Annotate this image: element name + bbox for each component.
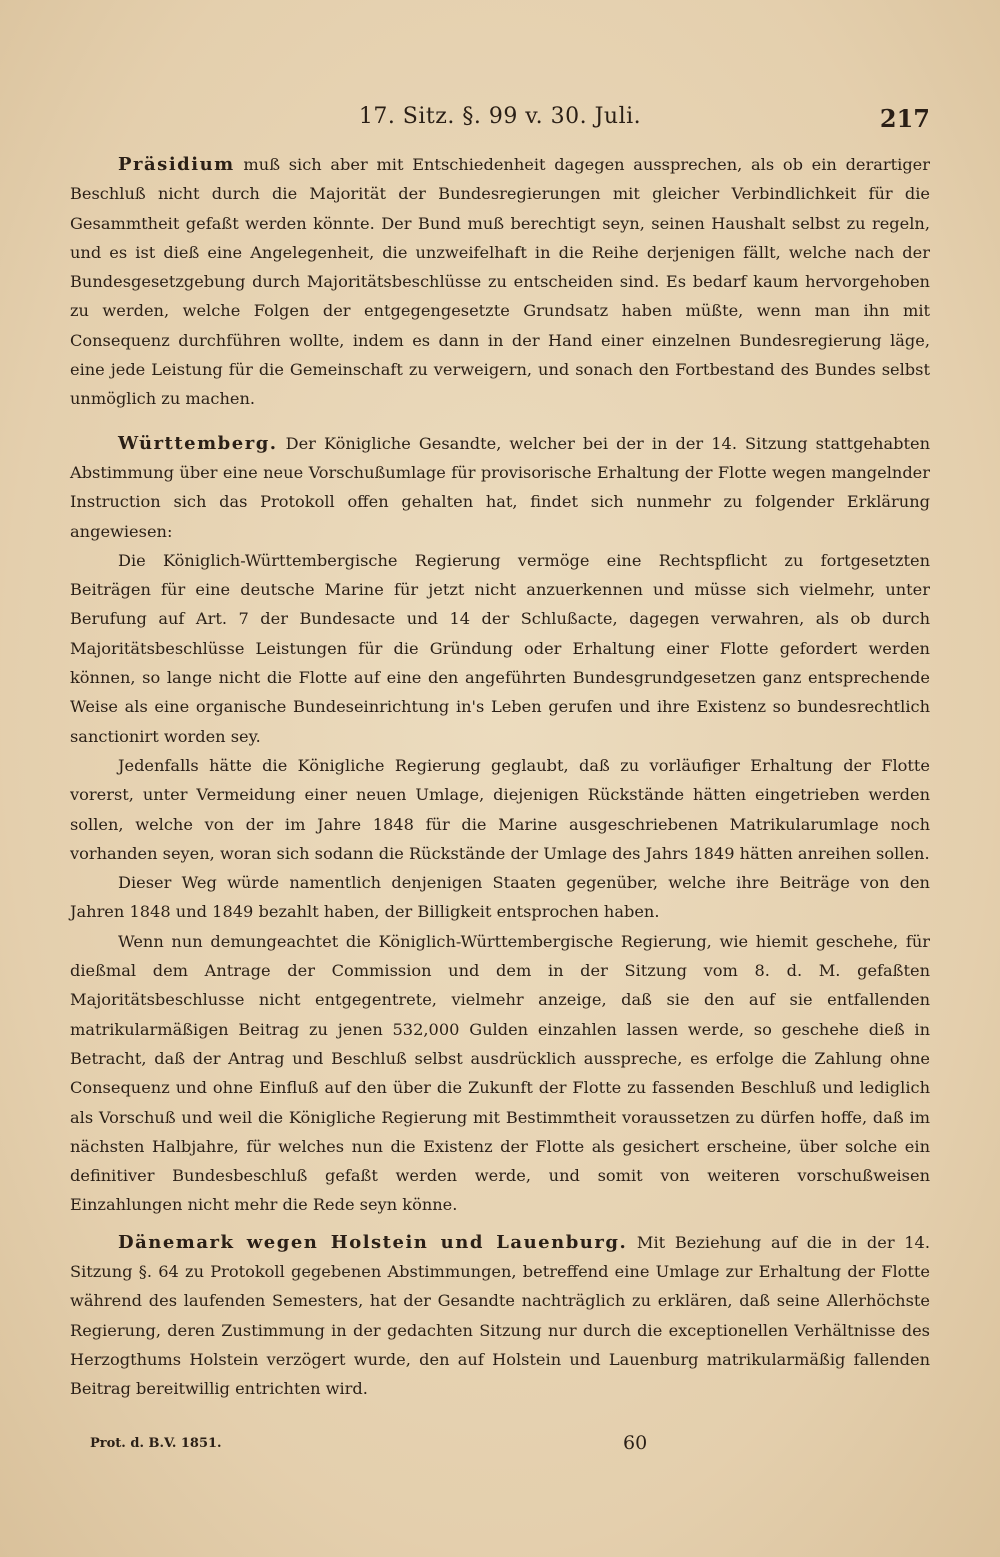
paragraph-text: Wenn nun demungeachtet die Königlich-Württembergische Regierung, wie hiemit geschehe, für dießmal dem Antrage der Commission und dem in der Sitzung vom 8. d. M. gefaßten Majoritätsbeschlusse nicht entgegentrete, vielmehr anzeige, daß sie den auf sie entfallenden matrikularmäßigen Beitrag zu jenen 532,000 Gulden einzahlen lassen werde, so geschehe dieß in Betracht, daß der Antrag und Beschluß selbst ausdrücklich ausspreche, es erfolge die Zahlung ohne Consequenz und ohne Einfluß auf den über die Zukunft der Flotte zu fassenden Beschluß und lediglich als Vorschuß und weil die Königliche Regierung mit Bestimmtheit voraussetzen zu dürfen hoffe, daß im nächsten Halbjahre, für welches nun die Existenz der Flotte als gesichert erscheine, über solche ein definitiver Bundesbeschluß gefaßt werden werde, und somit von weiteren vorschußweisen Einzahlungen nicht mehr die Rede seyn könne.: [70, 931, 930, 1215]
footer-signature: Prot. d. B.V. 1851.: [90, 1436, 222, 1451]
paragraph-erklaerung: [70, 546, 930, 751]
paragraph-praesidium: [70, 150, 930, 414]
paragraph-lead: Dänemark wegen Holstein und Lauenburg.: [118, 1231, 628, 1253]
paragraph-lead: Württemberg.: [118, 432, 278, 454]
page-header: [70, 104, 930, 140]
paragraph-lead: Präsidium: [118, 154, 235, 175]
paragraph-text: Der Königliche Gesandte, welcher bei der in der 14. Sitzung stattgehabten Abstimmung über eine neue Vorschußumlage für provisorische Erhaltung der Flotte wegen mangelnder Instruction sich das Protokoll offen gehalten hat, findet sich nunmehr zu folgender Erklärung angewiesen:: [70, 433, 930, 541]
paragraph-wuerttemberg: [70, 429, 930, 546]
paragraph-text: Dieser Weg würde namentlich denjenigen Staaten gegenüber, welche ihre Beiträge von den Jahren 1848 und 1849 bezahlt haben, der Billigkeit entsprochen haben.: [70, 873, 930, 922]
paragraph-wenn-nun: [70, 927, 930, 1220]
paragraph-dieser-weg: [70, 868, 930, 927]
paragraph-jedenfalls: [70, 751, 930, 868]
page-footer: [90, 1432, 930, 1462]
paragraph-text: Mit Beziehung auf die in der 14. Sitzung §. 64 zu Protokoll gegebenen Abstimmungen, betreffend eine Umlage zur Erhaltung der Flotte während des laufenden Semesters, hat der Gesandte nachträglich zu erklären, daß seine Allerhöchste Regierung, deren Zustimmung in der gedachten Sitzung nur durch die exceptionellen Verhältnisse des Herzogthums Holstein verzögert wurde, den auf Holstein und Lauenburg matrikularmäßig fallenden Beitrag bereitwillig entrichten wird.: [70, 1232, 930, 1399]
paragraph-text: muß sich aber mit Entschiedenheit dagegen aussprechen, als ob ein derartiger Beschluß nicht durch die Majorität der Bundesregierungen mit gleicher Verbindlichkeit für die Gesammtheit gefaßt werden könnte. Der Bund muß berechtigt seyn, seinen Haushalt selbst zu regeln, und es ist dieß eine Angelegenheit, die unzweifelhaft in die Reihe derjenigen fällt, welche nach der Bundesgesetzgebung durch Majoritätsbeschlüsse zu entscheiden sind. Es bedarf kaum hervorgehoben zu werden, welche Folgen der entgegengesetzte Grundsatz haben müßte, wenn man ihn mit Consequenz durchführen wollte, indem es dann in der Hand einer einzelnen Bundesregierung läge, eine jede Leistung für die Gemeinschaft zu verweigern, und sonach den Fortbestand des Bundes selbst unmöglich zu machen.: [70, 155, 930, 409]
paragraph-text: Die Königlich-Württembergische Regierung vermöge eine Rechtspflicht zu fortgesetzten Beiträgen für eine deutsche Marine für jetzt nicht anzuerkennen und müsse sich vielmehr, unter Berufung auf Art. 7 der Bundesacte und 14 der Schlußacte, dagegen verwahren, als ob durch Majoritätsbeschlüsse Leistungen für die Gründung oder Erhaltung einer Flotte gefordert werden können, so lange nicht die Flotte auf eine den angeführten Bundesgrundgesetzen ganz entsprechende Weise als eine organische Bundeseinrichtung in's Leben gerufen und ihre Existenz so bundesrechtlich sanctionirt worden sey.: [70, 550, 930, 746]
document-body: [70, 150, 930, 1403]
paragraph-daenemark: [70, 1228, 930, 1404]
paragraph-text: Jedenfalls hätte die Königliche Regierung geglaubt, daß zu vorläufiger Erhaltung der Flotte vorerst, unter Vermeidung einer neuen Umlage, diejenigen Rückstände hätten eingetrieben werden sollen, welche von der im Jahre 1848 für die Marine ausgeschriebenen Matrikularumlage noch vorhanden seyen, woran sich sodann die Rückstände der Umlage des Jahrs 1849 hätten anreihen sollen.: [70, 755, 930, 863]
page-number: 217: [879, 104, 930, 133]
footer-sheet-number: 60: [623, 1432, 648, 1454]
running-head: 17. Sitz. §. 99 v. 30. Juli.: [358, 104, 642, 129]
